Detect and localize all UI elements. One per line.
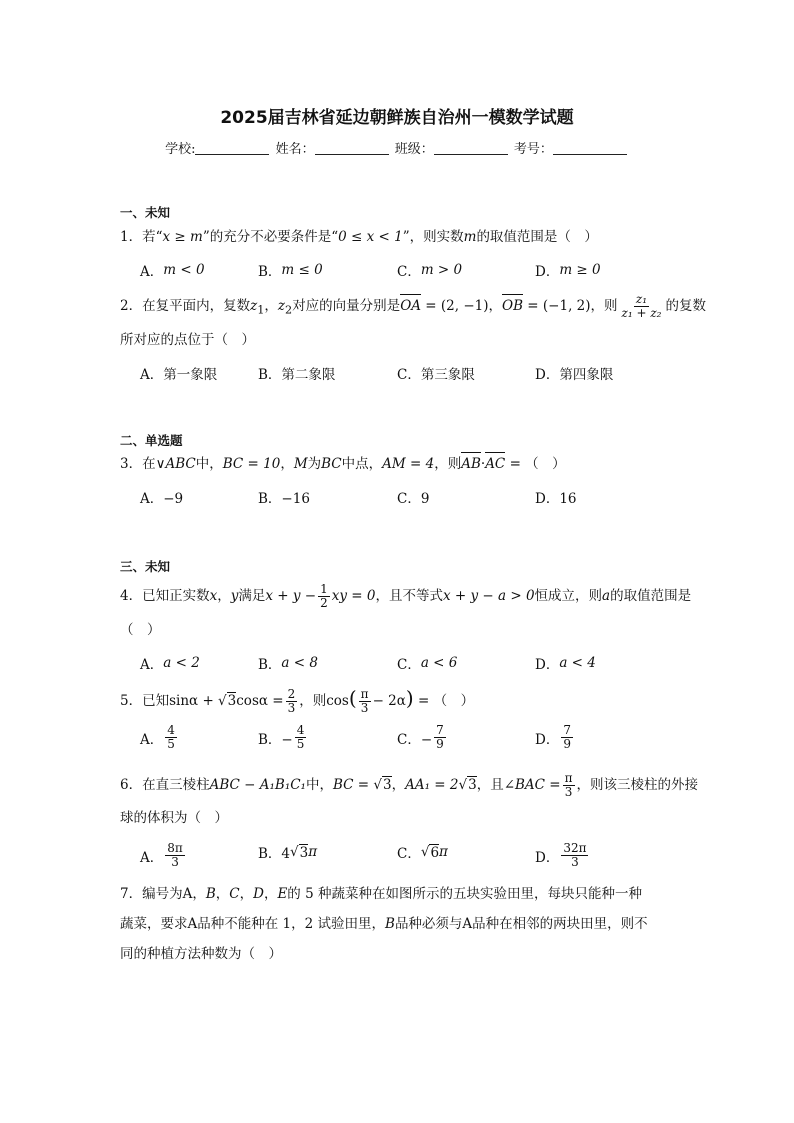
frac-num: 7 xyxy=(436,723,444,737)
q2-text-e: 的复数 xyxy=(665,298,706,314)
frac-num: 4 xyxy=(167,723,175,737)
frac-den: 5 xyxy=(167,737,175,751)
q6-option-b[interactable]: B．4 √ 3 π xyxy=(258,844,318,862)
q7-sep-3: ， xyxy=(263,886,278,902)
q5-text-a: 5．已知 xyxy=(120,693,170,709)
q4-eq1: x + y − xyxy=(265,588,317,604)
q6-text-b: 中， xyxy=(305,777,333,793)
option-letter: C． xyxy=(397,846,421,862)
option-text: m ≤ 0 xyxy=(281,262,323,278)
q4-text-f: 的取值范围是 xyxy=(610,588,692,604)
q2-z2: z xyxy=(277,298,286,314)
q1-text-b: ”的充分不必要条件是“ xyxy=(202,229,339,245)
option-text: m ≥ 0 xyxy=(559,262,601,278)
q7-text-a: 7．编号为A， xyxy=(120,886,206,902)
q5-pi-den: 3 xyxy=(360,701,369,715)
q7-sep-1: ， xyxy=(215,886,230,902)
question-7-line-2 xyxy=(120,914,680,934)
q3-option-c[interactable]: C．9 xyxy=(397,491,430,507)
q4-inequality: x + y − a > 0 xyxy=(442,588,535,604)
q5-option-a[interactable] xyxy=(140,724,179,751)
q7-c: C xyxy=(229,886,240,902)
q4-half-den: 2 xyxy=(320,596,328,610)
q6-option-a[interactable] xyxy=(140,842,187,869)
question-3 xyxy=(120,454,680,474)
q6-text-a: 6．在直三棱柱 xyxy=(120,777,210,793)
q4-text-e: 恒成立，则 xyxy=(534,588,603,604)
q2-text-d: ，则 xyxy=(590,298,618,314)
q2-option-b[interactable]: B．第二象限 xyxy=(258,367,336,383)
q1-text-c: ”，则实数 xyxy=(402,229,464,245)
option-fraction xyxy=(434,724,446,751)
q6-text-e: ，则该三棱柱的外接 xyxy=(576,777,699,793)
q5-rhs-num: 2 xyxy=(287,687,296,701)
q4-half-num: 1 xyxy=(320,582,328,596)
frac-num: 32π xyxy=(563,841,587,855)
option-letter: B． xyxy=(258,657,282,673)
q2-z1-sub: 1 xyxy=(257,303,265,317)
frac-den: 3 xyxy=(171,855,179,869)
q2-option-c[interactable]: C．第三象限 xyxy=(397,367,475,383)
frac-den: 5 xyxy=(296,737,305,751)
q1-option-a[interactable] xyxy=(140,260,205,280)
question-7 xyxy=(120,884,680,904)
q2-z2-sub: 2 xyxy=(285,303,293,317)
name-blank[interactable] xyxy=(315,141,389,155)
option-text: m < 0 xyxy=(163,262,205,278)
q6-aa1: AA₁ = 2 xyxy=(405,777,459,793)
option-letter: D． xyxy=(535,731,560,748)
frac-den: 9 xyxy=(563,737,571,751)
q4-text-c: 满足 xyxy=(238,588,266,604)
q4-x: x xyxy=(209,588,218,604)
option-fraction xyxy=(165,842,185,869)
q5-cos: cosα = xyxy=(236,693,284,709)
q4-option-a[interactable] xyxy=(140,653,200,673)
q5-options xyxy=(140,724,680,764)
q6-ang-num: π xyxy=(564,771,573,785)
option-letter: C．− xyxy=(397,731,433,748)
q3-m: M xyxy=(293,456,308,472)
section-heading-3: 三、未知 xyxy=(120,559,171,574)
q7-line2-b: B xyxy=(385,916,395,932)
frac-den: 3 xyxy=(571,855,579,869)
q5-text-c: = （ ） xyxy=(413,693,475,709)
q4-option-d[interactable] xyxy=(535,653,596,673)
q3-dot: · xyxy=(480,456,486,472)
q4-y: y xyxy=(230,588,239,604)
q1-var: m xyxy=(463,229,477,245)
q7-b: B xyxy=(205,886,216,902)
class-blank[interactable] xyxy=(434,141,508,155)
class-label: 班级： xyxy=(394,142,434,157)
option-letter: A． xyxy=(140,849,164,866)
q5-minus-2a: − 2α xyxy=(372,693,406,709)
option-fraction xyxy=(561,724,573,751)
exam-no-blank[interactable] xyxy=(553,141,627,155)
q6-angle: ∠BAC = xyxy=(503,777,561,793)
q2-text-a: 2．在复平面内，复数 xyxy=(120,298,251,314)
option-text: a < 2 xyxy=(163,655,200,671)
frac-num: 7 xyxy=(563,723,571,737)
question-7-line-3: 同的种植方法种数为（ ） xyxy=(120,946,282,962)
option-fraction xyxy=(165,724,177,751)
frac-den: 9 xyxy=(436,737,444,751)
q2-comma: ， xyxy=(264,298,278,314)
option-letter: D． xyxy=(535,849,560,866)
option-root: 6 xyxy=(430,844,440,861)
q1-text-a: 1．若“ xyxy=(120,229,163,245)
q2-options xyxy=(140,363,680,403)
q7-text-b: 的 5 种蔬菜种在如图所示的五块实验田里，每块只能种一种 xyxy=(287,886,642,902)
option-fraction xyxy=(561,842,588,869)
option-pi: π xyxy=(439,844,448,860)
exam-title: 2025届吉林省延边朝鲜族自治州一模数学试题 xyxy=(220,108,574,128)
option-letter: A． xyxy=(140,731,164,748)
q6-options xyxy=(140,842,680,882)
option-text: a < 4 xyxy=(559,655,596,671)
q5-pi-third xyxy=(359,688,371,715)
option-letter: C． xyxy=(397,657,421,673)
q3-text-g: = （ ） xyxy=(505,456,566,472)
q3-text-e: 中点， xyxy=(341,456,383,472)
q5-option-c[interactable] xyxy=(397,724,448,751)
name-label: 姓名： xyxy=(275,142,315,157)
q2-frac-den: z₁ + z₂ xyxy=(621,306,662,320)
q4-half xyxy=(318,583,330,610)
q3-text-f: ，则 xyxy=(434,456,462,472)
q3-bc: BC = 10 xyxy=(222,456,281,472)
q3-vector-ab: AB xyxy=(461,456,481,472)
q3-text-b: 中， xyxy=(195,456,223,472)
q5-rhs xyxy=(286,688,298,715)
q2-vector-ob: OB xyxy=(502,298,524,314)
question-6-line-2: 球的体积为（ ） xyxy=(120,810,228,826)
q4-option-b[interactable] xyxy=(258,653,318,673)
q2-option-d[interactable]: D．第四象限 xyxy=(535,367,614,383)
q6-bc: BC = xyxy=(332,777,374,793)
section-heading-2: 二、单选题 xyxy=(120,433,183,448)
q2-vector-oa: OA xyxy=(400,298,422,314)
q2-text-c: ， xyxy=(488,298,503,314)
q6-angle-frac xyxy=(563,772,575,799)
q6-prism: ABC − A₁B₁C₁ xyxy=(209,777,306,793)
option-letter: B．4 xyxy=(258,846,291,862)
option-letter: B．− xyxy=(258,731,293,748)
question-5: 5．已知sinα + √3cosα = $\frac{2}{3}$ ，则cos( $\frac{\pi}{3}$ − 2α) = （ ） xyxy=(120,686,475,715)
q6-option-c[interactable]: C． √ 6 π xyxy=(397,844,448,862)
q7-line2-c: 品种必须与A品种在相邻的两块田里，则不 xyxy=(394,916,648,932)
q5-cos-func: cos xyxy=(326,693,349,709)
q1-option-d[interactable] xyxy=(535,260,601,280)
q3-bc2: BC xyxy=(321,456,342,472)
option-letter: B． xyxy=(258,264,282,280)
q5-sin: sinα + xyxy=(169,693,219,709)
option-letter: A． xyxy=(140,264,164,280)
option-text: a < 6 xyxy=(420,655,458,671)
option-root: 3 xyxy=(299,844,309,861)
option-letter: D． xyxy=(535,264,560,280)
q4-eq2: xy = 0 xyxy=(331,588,376,604)
q5-text-b: ，则 xyxy=(299,693,327,709)
question-6: 6．在直三棱柱ABC − A₁B₁C₁中，BC = √3，AA₁ = 2√3，且∠BAC = $\frac{\pi}{3}$ ，则该三棱柱的外接 xyxy=(120,771,699,799)
question-2-line-2: 所对应的点位于（ ） xyxy=(120,332,255,348)
q5-pi-num: π xyxy=(360,687,369,701)
student-info-line xyxy=(0,138,794,157)
q1-cond1: x ≥ m xyxy=(162,229,203,245)
option-fraction xyxy=(295,724,307,751)
option-letter: D． xyxy=(535,657,560,673)
option-letter: A． xyxy=(140,657,164,673)
q5-root3: 3 xyxy=(227,693,237,709)
q3-option-b[interactable]: B．−16 xyxy=(258,491,310,507)
q6-bc-root: 3 xyxy=(383,777,392,793)
q6-ang-den: 3 xyxy=(564,785,573,799)
frac-num: 8π xyxy=(167,841,183,855)
q6-text-d: ，且 xyxy=(476,777,504,793)
q6-text-c: ， xyxy=(391,777,406,793)
question-4 xyxy=(120,582,692,610)
option-text: a < 8 xyxy=(281,655,318,671)
q7-line2-a: 蔬菜，要求A品种不能种在 1，2 试验田里， xyxy=(120,916,386,932)
question-2 xyxy=(120,292,706,321)
section-heading-1: 一、未知 xyxy=(120,205,171,220)
frac-num: 4 xyxy=(296,723,305,737)
q2-fraction xyxy=(620,293,664,320)
q5-rhs-den: 3 xyxy=(287,701,296,715)
q3-vector-ac: AC xyxy=(485,456,506,472)
q2-oa-value: = (2, −1) xyxy=(421,298,489,314)
q3-text-d: 为 xyxy=(307,456,322,472)
q2-frac-num: z₁ xyxy=(635,292,648,306)
school-label: 学校: xyxy=(165,142,196,157)
q7-d: D xyxy=(253,886,264,902)
q1-option-c[interactable] xyxy=(397,260,462,280)
q7-e: E xyxy=(277,886,288,902)
q1-cond2: 0 ≤ x < 1 xyxy=(338,229,403,245)
q2-z1: z xyxy=(250,298,258,314)
q3-text-c: ， xyxy=(280,456,294,472)
q4-text-d: ，且不等式 xyxy=(375,588,443,604)
q4-text-a: 4．已知正实数 xyxy=(120,588,210,604)
q5-option-d[interactable] xyxy=(535,724,575,751)
school-blank[interactable] xyxy=(195,141,269,155)
exam-no-label: 考号： xyxy=(513,142,553,157)
q3-option-a[interactable]: A．−9 xyxy=(140,491,184,507)
q3-options xyxy=(140,487,680,527)
option-letter: C． xyxy=(397,264,421,280)
q6-option-d[interactable] xyxy=(535,842,590,869)
q3-text-a: 3．在 xyxy=(120,456,156,472)
q2-text-b: 对应的向量分别是 xyxy=(292,298,401,314)
question-4-line-2: （ ） xyxy=(120,622,161,638)
question-1 xyxy=(120,227,680,247)
q3-triangle: ∨ABC xyxy=(155,456,196,472)
q5-option-b[interactable] xyxy=(258,724,308,751)
q2-ob-value: = (−1, 2) xyxy=(523,298,591,314)
q3-am: AM = 4 xyxy=(382,456,435,472)
q4-option-c[interactable] xyxy=(397,653,457,673)
q4-text-b: ， xyxy=(217,588,231,604)
q1-option-b[interactable] xyxy=(258,260,323,280)
q7-sep-2: ， xyxy=(239,886,254,902)
q4-a: a xyxy=(602,588,611,604)
option-text: m > 0 xyxy=(420,262,463,278)
q6-aa-root: 3 xyxy=(468,777,477,793)
q2-option-a[interactable]: A．第一象限 xyxy=(140,367,218,383)
q3-option-d[interactable]: D．16 xyxy=(535,491,577,507)
q1-text-d: 的取值范围是（ ） xyxy=(476,229,598,245)
option-pi: π xyxy=(308,844,318,860)
